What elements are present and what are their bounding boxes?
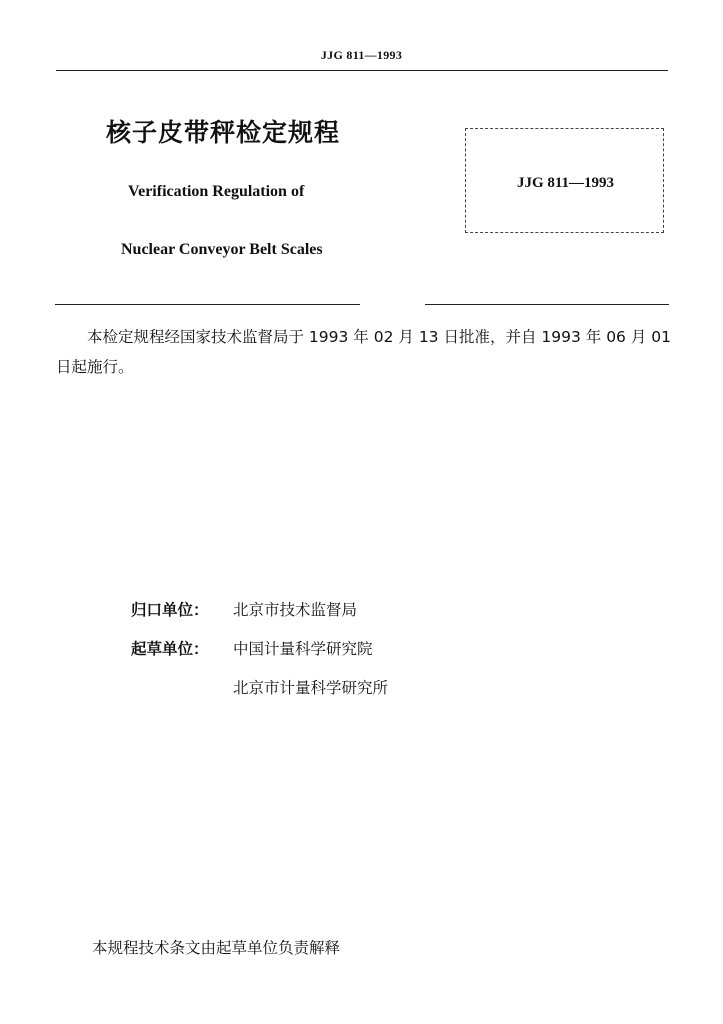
standard-code-box [465,128,664,233]
approval-statement: 本检定规程经国家技术监督局于 1993 年 02 月 13 日批准，并自 1993 年 06 月 01 日起施行。 [56,328,671,376]
responsible-unit-value: 北京市技术监督局 [233,601,358,619]
interpretation-note: 本规程技术条文由起草单位负责解释 [92,939,341,957]
drafting-unit-label: 起草单位： [131,640,209,658]
drafting-unit-value-2: 北京市计量科学研究所 [233,679,389,697]
header-divider [56,70,668,71]
title-divider-left [55,304,360,305]
responsible-unit-row [131,598,357,620]
drafting-unit-value-1: 中国计量科学研究院 [233,640,373,658]
standard-code: JJG 811—1993 [516,175,615,191]
header-standard-code: JJG 811—1993 [320,48,403,62]
title-english-line-2: Nuclear Conveyor Belt Scales [121,241,323,258]
responsible-unit-label: 归口单位： [131,601,209,619]
drafting-unit-row [131,637,373,659]
title-chinese: 核子皮带秤检定规程 [106,118,341,147]
title-english-line-1: Verification Regulation of [128,183,305,200]
title-divider-right [425,304,669,305]
